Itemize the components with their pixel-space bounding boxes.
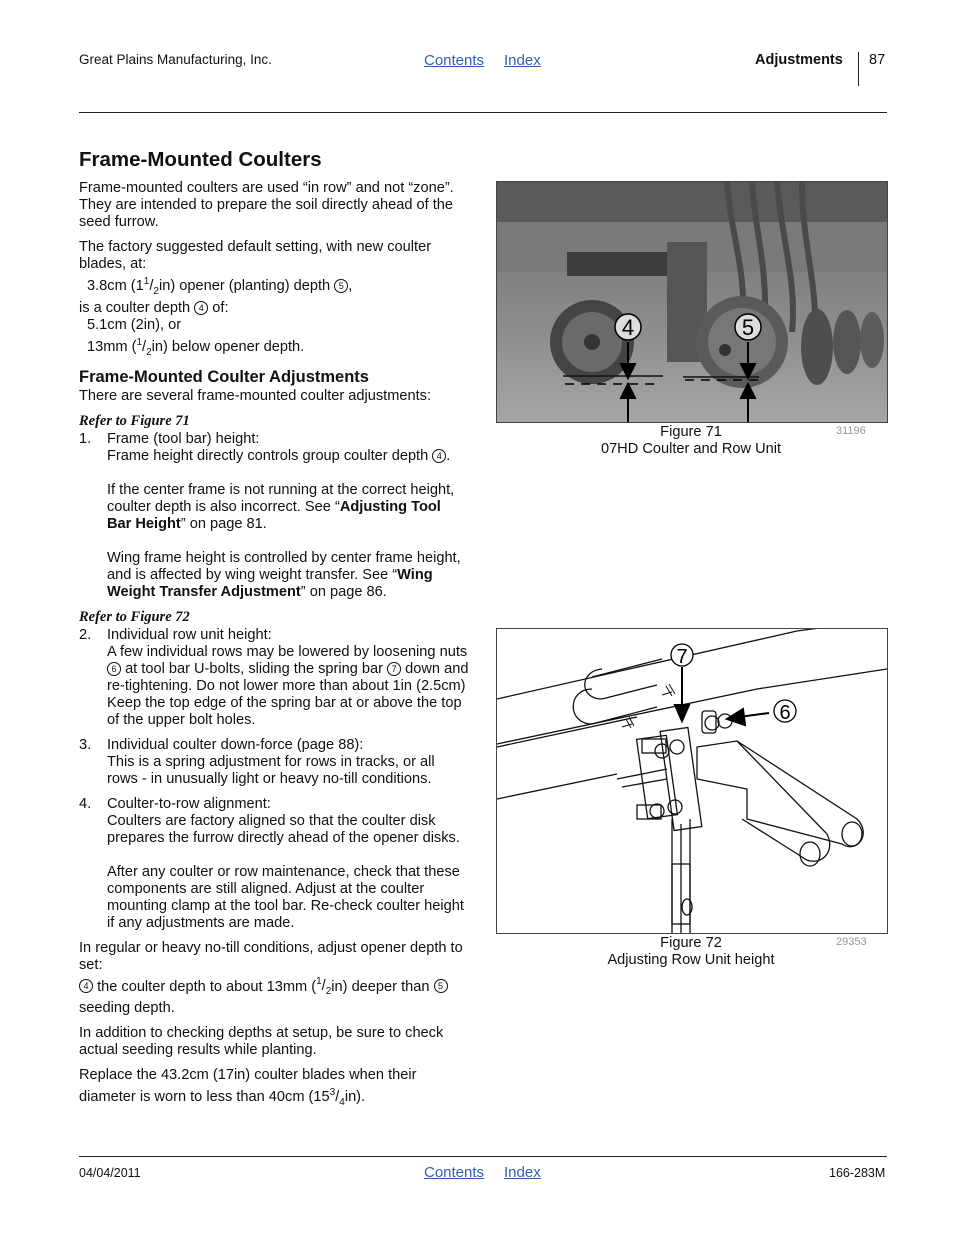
- header-rule: [79, 112, 887, 113]
- contents-link-top[interactable]: Contents: [424, 52, 485, 69]
- footer-date: 04/04/2011: [79, 1166, 141, 1180]
- company-name: Great Plains Manufacturing, Inc.: [79, 52, 272, 67]
- footer-rule: [79, 1156, 887, 1157]
- refer-figure-72: Refer to Figure 72: [79, 608, 190, 625]
- intro-paragraph-1: Frame-mounted coulters are used “in row” and not “zone”. They are intended to prepare the soil directly ahead of the seed furrow.: [79, 180, 454, 230]
- page-title: Frame-Mounted Coulters: [79, 148, 322, 171]
- coulter-photo-illustration: [497, 182, 887, 422]
- contents-link-bottom[interactable]: Contents: [424, 1164, 485, 1181]
- index-link-top[interactable]: Index: [504, 52, 541, 69]
- callout-5: 5: [741, 315, 755, 340]
- marker-5: 5: [434, 979, 448, 993]
- list-item-1: 1. Frame (tool bar) height: Frame height directly controls group coulter depth 4 . If the center frame is not running at the correct height, coulter depth is also incorrect. See “Adjusting Tool Bar Height” on page 81. Wing frame height is controlled by center frame height, and is affected by wing weight transfer. See “Wing Weight Transfer Adjustment” on page 86.: [79, 430, 461, 600]
- refer-figure-71: Refer to Figure 71: [79, 412, 190, 429]
- closing-paragraph-3: In addition to checking depths at setup, be sure to check actual seeding results while planting.: [79, 1025, 444, 1059]
- figure-71-photo: [496, 181, 888, 423]
- closing-paragraph-4: Replace the 43.2cm (17in) coulter blades when their diameter is worn to less than 40cm $(15^3/_4in)$.: [79, 1067, 417, 1109]
- marker-5: 5: [334, 279, 348, 293]
- link-wing-weight-transfer: Wing Weight Transfer Adjustment: [107, 566, 433, 600]
- closing-paragraph-2: 4 the coulter depth to about 13mm $(^1/_2in)$ deeper than 5 seeding depth.: [79, 974, 469, 1018]
- figure-71-caption: Figure 71 07HD Coulter and Row Unit: [600, 424, 782, 457]
- figure-71-image-number: 31196: [836, 425, 866, 437]
- marker-7: 7: [387, 662, 401, 676]
- callout-4: 4: [621, 315, 635, 340]
- subsection-title: Frame-Mounted Coulter Adjustments: [79, 367, 369, 386]
- figure-72-drawing: [496, 628, 888, 934]
- main-text-column: [79, 180, 469, 1119]
- footer-doc-number: 166-283M: [829, 1166, 886, 1180]
- list-item-3: 3. Individual coulter down-force (page 88): This is a spring adjustment for rows in tracks, or all rows - in unusually light or heavy no-till conditions.: [79, 736, 435, 787]
- figure-72-caption: Figure 72 Adjusting Row Unit height: [607, 935, 775, 968]
- list-item-2: 2. Individual row unit height: A few individual rows may be lowered by loosening nuts 6 at tool bar U-bolts, sliding the spring bar 7 down and re-tightening. Do not lower more than about 1in (2.5cm) Keep the top edge of the spring bar at or above the top of the upper bolt holes.: [79, 626, 469, 728]
- marker-4: 4: [432, 449, 446, 463]
- page-number: 87: [869, 52, 886, 68]
- section-name: Adjustments: [755, 52, 843, 68]
- link-adjusting-tool-bar-height: Adjusting Tool Bar Height: [107, 498, 441, 532]
- closing-paragraph-1: In regular or heavy no-till conditions, adjust opener depth to set:: [79, 939, 463, 973]
- figure-72-image-number: 29353: [836, 936, 867, 948]
- callout-7: 7: [676, 646, 688, 668]
- subsection-lead: There are several frame-mounted coulter adjustments:: [79, 387, 432, 404]
- marker-4: 4: [194, 301, 208, 315]
- marker-4: 4: [79, 979, 93, 993]
- intro-paragraph-2: The factory suggested default setting, with new coulter blades, at: 3.8cm $(1^1/_2in)$ opener (planting) depth 5 , is a coulter depth 4 of: 5.1cm (2in), or 13mm $(^1/_2in)$ below opener depth.: [79, 239, 432, 358]
- callout-6: 6: [779, 702, 791, 724]
- list-item-4: 4. Coulter-to-row alignment: Coulters are factory aligned so that the coulter disk prepares the furrow directly ahead of the opener disks. After any coulter or row maintenance, check that these components are still aligned. Adjust at the coulter mounting clamp at the tool bar. Re-check coulter height if any adjustments are made.: [79, 795, 464, 931]
- index-link-bottom[interactable]: Index: [504, 1164, 541, 1181]
- marker-6: 6: [107, 662, 121, 676]
- row-unit-line-drawing: [497, 629, 887, 933]
- header-divider: [858, 52, 859, 86]
